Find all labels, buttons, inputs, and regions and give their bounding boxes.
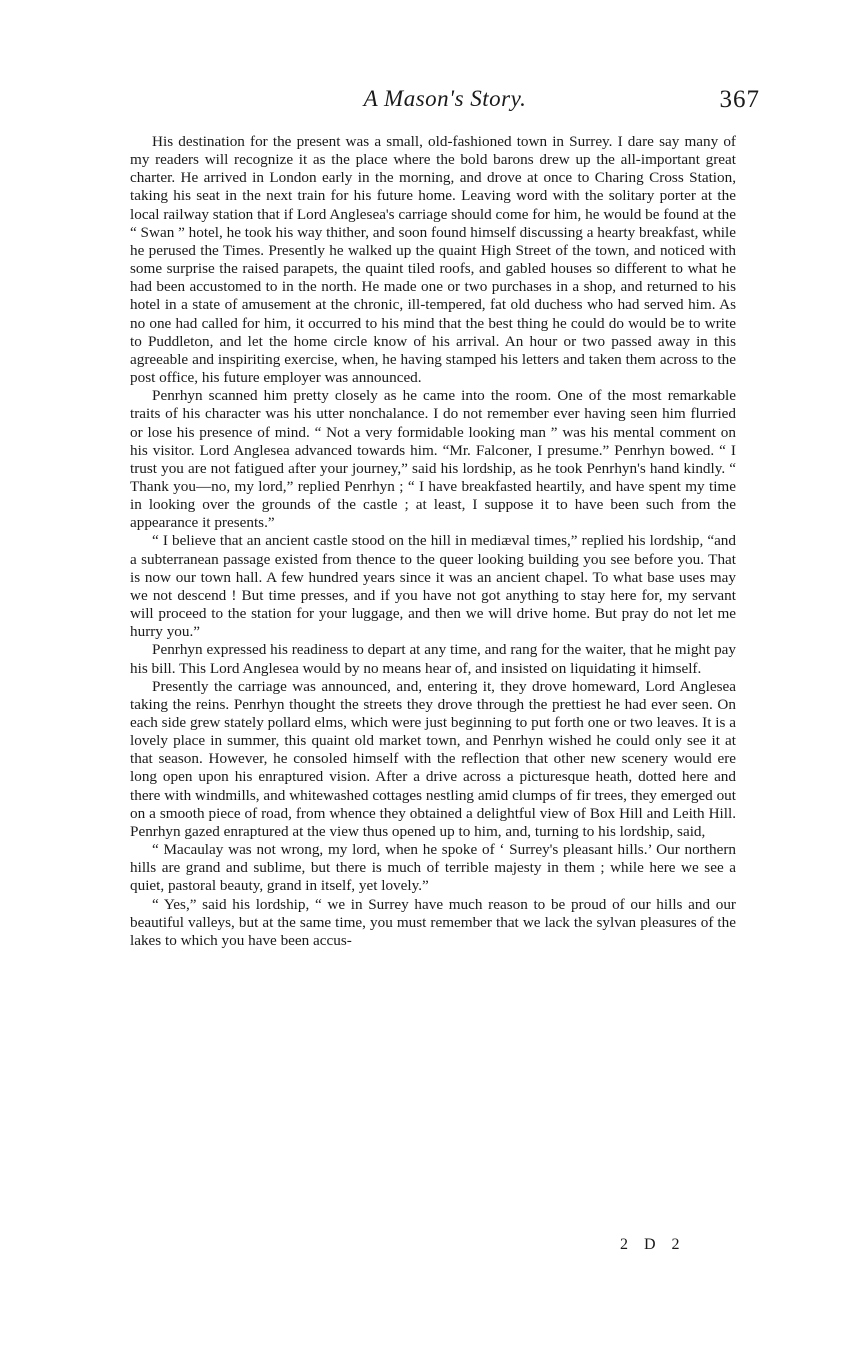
running-head: [130, 86, 760, 126]
paragraph-penrhyn-scanned: Penrhyn scanned him pretty closely as he came into the room. One of the most remarkable traits of his character was his utter nonchalance. I do not remember ever having seen him flurried or lose his presence of mind. “ Not a very formidable looking man ” was his mental comment on his visitor. Lord Anglesea advanced towards him. “Mr. Falconer, I presume.” Penrhyn bowed. “ I trust you are not fatigued after your journey,” said his lordship, as he took Penrhyn's hand kindly. “ Thank you—no, my lord,” replied Penrhyn ; “ I have breakfasted heartily, and have spent my time in looking over the grounds of the castle ; at least, I suppose it to have been such from the appearance it presents.”: [130, 387, 736, 532]
paragraph-readiness: Penrhyn expressed his readiness to depart at any time, and rang for the waiter, that he might pay his bill. This Lord Anglesea would by no means hear of, and insisted on liquidating it himself.: [130, 641, 736, 677]
body-text: [130, 133, 736, 950]
paragraph-destination: His destination for the present was a small, old-fashioned town in Surrey. I dare say many of my readers will recognize it as the place where the bold barons drew up the all-important great charter. He arrived in London early in the morning, and drove at once to Charing Cross Station, taking his seat in the next train for his future home. Leaving word with the solitary porter at the local railway station that if Lord Anglesea's carriage should come for him, he would be found at the “ Swan ” hotel, he took his way thither, and soon found himself discussing a hearty breakfast, while he perused the Times. Presently he walked up the quaint High Street of the town, and noticed with some surprise the raised parapets, the quaint tiled roofs, and gabled houses so different to what he had been accustomed to in the north. He made one or two purchases in a shop, and returned to his hotel in a state of amusement at the chronic, ill-tempered, fat old duchess who had served him. As no one had called for him, it occurred to his mind that the best thing he could do would be to write to Puddleton, and let the home circle know of his arrival. An hour or two passed away in this agreeable and inspiriting exercise, when, he having stamped his letters and taken them across to the post office, his future employer was announced.: [130, 133, 736, 387]
paragraph-carriage: Presently the carriage was announced, and, entering it, they drove homeward, Lord Anglesea taking the reins. Penrhyn thought the streets they drove through the prettiest he had ever seen. On each side grew stately pollard elms, which were just beginning to put forth one or two leaves. It is a lovely place in summer, this quaint old market town, and Penrhyn wished he could only see it at that season. However, he consoled himself with the reflection that other new scenery would ere long open upon his enraptured vision. After a drive across a picturesque heath, dotted here and there with windmills, and whitewashed cottages nestling amid clumps of fir trees, they emerged out on a smooth piece of road, from whence they obtained a delightful view of Box Hill and Leith Hill. Penrhyn gazed enraptured at the view thus opened up to him, and, turning to his lordship, said,: [130, 677, 736, 840]
paragraph-ancient-castle: “ I believe that an ancient castle stood on the hill in mediæval times,” replied his lordship, “and a subterranean passage existed from thence to the queer looking building you see before you. That is now our town hall. A few hundred years since it was an ancient chapel. To what base uses may we not descend ! But time presses, and if you have not got anything to stay here for, my servant will proceed to the station for your luggage, and then we will drive home. But pray do not let me hurry you.”: [130, 532, 736, 641]
page-number: 367: [719, 86, 760, 113]
running-title: A Mason's Story.: [363, 86, 527, 111]
signature-mark: 2 D 2: [620, 1236, 686, 1253]
paragraph-surrey-hills: “ Yes,” said his lordship, “ we in Surrey have much reason to be proud of our hills and our beautiful valleys, but at the same time, you must remember that we lack the sylvan pleasures of the lakes to which you have been accus-: [130, 895, 736, 949]
paragraph-macaulay: “ Macaulay was not wrong, my lord, when he spoke of ‘ Surrey's pleasant hills.’ Our northern hills are grand and sublime, but there is much of terrible majesty in them ; while here we see a quiet, pastoral beauty, grand in itself, yet lovely.”: [130, 841, 736, 895]
